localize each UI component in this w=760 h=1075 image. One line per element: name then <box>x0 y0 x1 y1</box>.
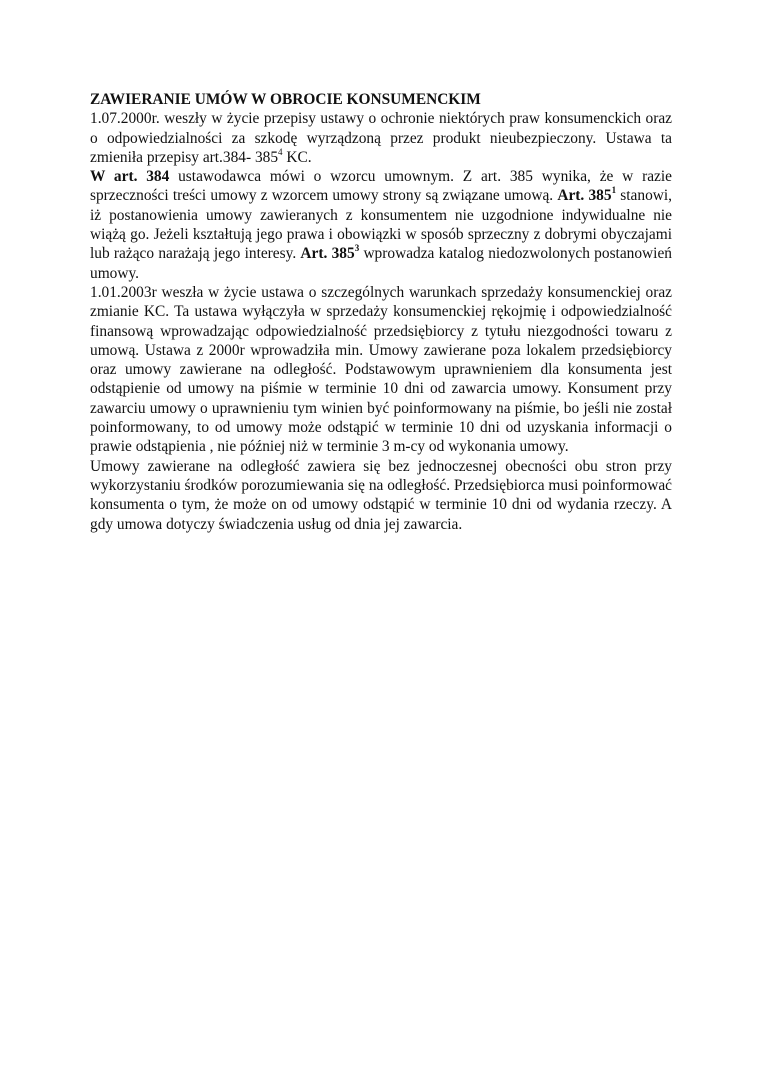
document-body <box>90 90 672 534</box>
article-385-1-reference <box>557 187 616 204</box>
document-title: ZAWIERANIE UMÓW W OBROCIE KONSUMENCKIM <box>90 91 481 108</box>
article-385-3-superscript: 3 <box>354 243 360 254</box>
article-384-reference: W art. 384 <box>90 168 170 186</box>
paragraph-3: 1.01.2003r weszła w życie ustawa o szczególnych warunkach sprzedaży konsumenckiej oraz zmianie KC. Ta ustawa wyłączyła w sprzedaży konsumenckiej rękojmię i odpowiedzialność finansową wprowadzając odpowiedzialność przedsiębiorcy z tytułu niezgodności towaru z umową. Ustawa z 2000r wprowadziła min. Umowy zawierane poza lokalem przedsiębiorcy oraz umowy zawierane na odległość. Podstawowym uprawnieniem dla konsumenta jest odstąpienie od umowy na piśmie w terminie 10 dni od zawarcia umowy. Konsument przy zawarciu umowy o uprawnieniu tym winien być poinformowany na piśmie, bo jeśli nie został poinformowany, to od umowy może odstąpić w terminie 10 dni od uzyskania informacji o prawie odstąpienia , nie później niż w terminie 3 m-cy od wykonania umowy. <box>90 283 672 456</box>
paragraph-2 <box>90 167 672 283</box>
article-385-3-label: Art. 385 <box>300 245 355 263</box>
paragraph-4: Umowy zawierane na odległość zawiera się bez jednoczesnej obecności obu stron przy wykorzystaniu środków porozumiewania się na odległość. Przedsiębiorca musi poinformować konsumenta o tym, że może on od umowy odstąpić w terminie 10 dni od wydania rzeczy. A gdy umowa dotyczy świadczenia usług od dnia jej zawarcia. <box>90 457 672 533</box>
article-385-1-superscript: 1 <box>611 185 617 196</box>
article-385-1-label: Art. 385 <box>557 187 612 205</box>
paragraph-1 <box>90 109 672 167</box>
paragraph-2-text-3: wprowadza katalog niedozwolonych postanowień umowy. <box>90 245 672 282</box>
paragraph-1-text: 1.07.2000r. weszły w życie przepisy ustawy o ochronie niektórych praw konsumenckich oraz o odpowiedzialności za szkodę wyrządzoną przez produkt nieubezpieczony. Ustawa ta zmieniła przepisy art.384- 385 <box>90 110 672 166</box>
paragraph-1-superscript: 4 <box>278 146 283 157</box>
paragraph-2-text-2: stanowi, iż postanowienia umowy zawieranych z konsumentem nie uzgodnione indywidualne nie wiążą go. Jeżeli kształtują jego prawa i obowiązki w sposób sprzeczny z dobrymi obyczajami lub rażąco narażają jego interesy. <box>90 187 672 263</box>
article-385-3-reference <box>300 245 359 262</box>
paragraph-1-tail: KC. <box>282 148 312 166</box>
paragraph-2-text-1: ustawodawca mówi o wzorcu umownym. Z art. 385 wynika, że w razie sprzeczności treści umowy z wzorcem umowy strony są związane umową. <box>90 168 672 205</box>
